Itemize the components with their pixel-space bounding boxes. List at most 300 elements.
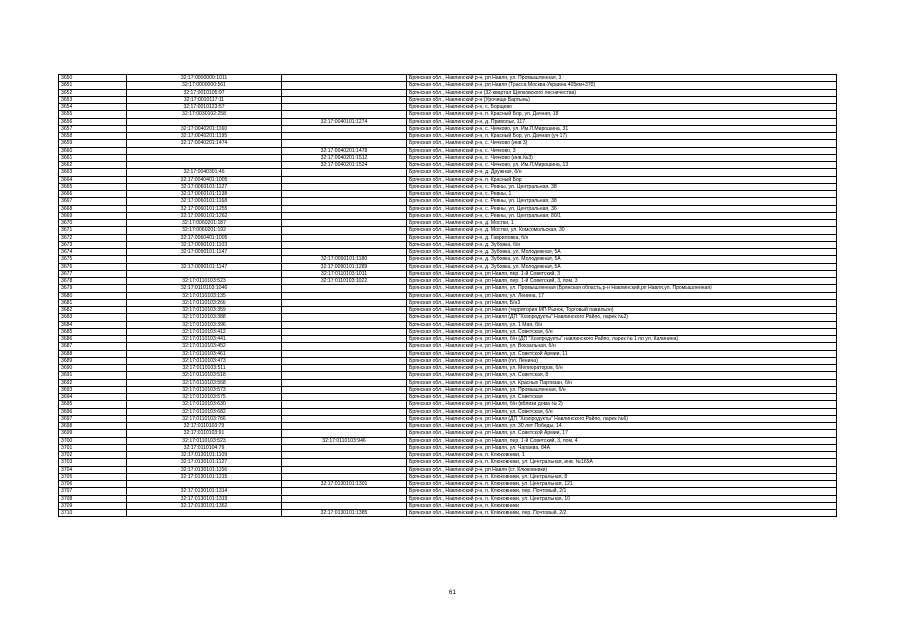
table-row [59, 336, 837, 343]
cadastral-number-cell: 32:17:0010105:97 [127, 89, 282, 96]
secondary-cadastral-number-cell [282, 89, 407, 96]
secondary-cadastral-number-cell [282, 111, 407, 118]
table-row [59, 125, 837, 132]
secondary-cadastral-number-cell [282, 191, 407, 198]
address-cell: Брянская обл., Навлинский р-н, рп Навля, ул. Красных Партизан, б/н [407, 379, 837, 386]
table-row [59, 212, 837, 219]
address-cell: Брянская обл., Навлинский р-н, п. Клюковники, ул. Центральная, 10 [407, 495, 837, 502]
row-number-cell: 3709 [59, 502, 127, 509]
row-number-cell: 3705 [59, 473, 127, 480]
secondary-cadastral-number-cell [282, 169, 407, 176]
table-row [59, 198, 837, 205]
cadastral-number-cell: 32:17:0000000:1011 [127, 75, 282, 82]
table-row [59, 394, 837, 401]
row-number-cell: 3692 [59, 379, 127, 386]
table-row [59, 205, 837, 212]
table-row [59, 314, 837, 321]
table-row [59, 365, 837, 372]
secondary-cadastral-number-cell [282, 372, 407, 379]
secondary-cadastral-number-cell [282, 96, 407, 103]
table-row [59, 263, 837, 270]
secondary-cadastral-number-cell [282, 285, 407, 292]
table-row [59, 299, 837, 306]
table-row [59, 452, 837, 459]
address-cell: Брянская обл., Навлинский р-н, рп Навля, б/н (ДП "Хозпродукты" навлинского Райпо, ларек № 1 по ул. Калинина) [407, 336, 837, 343]
cadastral-number-cell: 32:17:0130101:1127 [127, 459, 282, 466]
row-number-cell: 3686 [59, 336, 127, 343]
cadastral-number-cell: 32:17:0060101:1138 [127, 191, 282, 198]
cadastral-number-cell: 32:17:0130101:1314 [127, 488, 282, 495]
cadastral-number-cell [127, 481, 282, 488]
address-cell: Брянская обл., Навлинский р-н, рп Навля, пер. 1-й Советский, 3, пом. 3 [407, 278, 837, 285]
table-row [59, 183, 837, 190]
table-row [59, 473, 837, 480]
row-number-cell: 3667 [59, 198, 127, 205]
row-number-cell: 3699 [59, 430, 127, 437]
cadastral-number-cell: 32:17:0090101:1147 [127, 263, 282, 270]
cadastral-number-cell: 32:17:0110103:396 [127, 321, 282, 328]
cadastral-number-cell: 32:17:0110103:518 [127, 372, 282, 379]
secondary-cadastral-number-cell: 32:17:0110103:1011 [282, 270, 407, 277]
table-row [59, 278, 837, 285]
address-cell: Брянская обл., Навлинский р-н, рп Навля, ул. Промышленная, б/н [407, 386, 837, 393]
table-row [59, 220, 837, 227]
secondary-cadastral-number-cell [282, 183, 407, 190]
table-row [59, 176, 837, 183]
address-cell: Брянская обл., Навлинский р-н, рп Навля (ДП "Хозпродукты" Навлинского Райпо, ларек №2) [407, 314, 837, 321]
address-cell: Брянская обл., Навлинский р-н, рп Навля, ул. 30 лет Победы, 14 [407, 423, 837, 430]
address-cell: Брянская обл., Навлинский р-н (Урочище Бартынь) [407, 96, 837, 103]
address-cell: Брянская обл., Навлинский р-н, п. Клюковники, пер. Почтовый, 2/1 [407, 488, 837, 495]
cadastral-number-cell: 32:17:0110103:511 [127, 365, 282, 372]
address-cell: Брянская обл., Навлинский р-н, п. Клюковники [407, 502, 837, 509]
row-number-cell: 3704 [59, 466, 127, 473]
row-number-cell: 3696 [59, 408, 127, 415]
table-row [59, 423, 837, 430]
address-cell: Брянская обл., Навлинский р-н, с. Чичково (инв 3) [407, 140, 837, 147]
secondary-cadastral-number-cell [282, 234, 407, 241]
row-number-cell: 3697 [59, 415, 127, 422]
cadastral-number-cell: 32:17:0110103:630 [127, 401, 282, 408]
secondary-cadastral-number-cell [282, 459, 407, 466]
row-number-cell: 3702 [59, 452, 127, 459]
secondary-cadastral-number-cell [282, 394, 407, 401]
secondary-cadastral-number-cell: 32:17:0090101:1180 [282, 256, 407, 263]
row-number-cell: 3684 [59, 321, 127, 328]
address-cell: Брянская обл., Навлинский р-н, д. Мостки, 1 [407, 220, 837, 227]
address-cell: Брянская обл., Навлинский р-н, д. Зубовка, б/н [407, 241, 837, 248]
cadastral-number-cell: 32:17:0040201:1195 [127, 133, 282, 140]
cadastral-number-cell [127, 270, 282, 277]
row-number-cell: 3695 [59, 401, 127, 408]
table-row [59, 270, 837, 277]
table-row [59, 321, 837, 328]
address-cell: Брянская обл., Навлинский р-н, с. Ревны, 1 [407, 191, 837, 198]
address-cell: Брянская обл., Навлинский р-н, рп Навля, б/н (вблизи дома № 2) [407, 401, 837, 408]
secondary-cadastral-number-cell [282, 401, 407, 408]
address-cell: Брянская обл., Навлинский р-н, рп Навля, ул. Советская, 8 [407, 372, 837, 379]
address-cell: Брянская обл., Навлинский р-н, рп Навля, ул. Промышленная (Брянская область,р-н Навлинский,рп Навля,ул. Промышленная) [407, 285, 837, 292]
cadastral-number-cell: 32:17:0110103:79 [127, 423, 282, 430]
cadastral-number-cell: 32:17:0110104:79 [127, 444, 282, 451]
cadastral-number-cell: 32:17:0110103:766 [127, 415, 282, 422]
cadastral-number-cell: 32:17:0040201:1160 [127, 125, 282, 132]
table-row [59, 401, 837, 408]
cadastral-number-cell: 32:17:0090101:1103 [127, 241, 282, 248]
secondary-cadastral-number-cell [282, 241, 407, 248]
secondary-cadastral-number-cell: 32:17:0130101:1301 [282, 481, 407, 488]
table-row [59, 162, 837, 169]
address-cell: Брянская обл., Навлинский р-н, рп Навля (ДП "Хозпродукты" Навлинского Райпо, ларек №6) [407, 415, 837, 422]
row-number-cell: 3679 [59, 285, 127, 292]
address-cell: Брянская обл., Навлинский р-н, рп Навля, ул. Чапаева, 84А [407, 444, 837, 451]
row-number-cell: 3654 [59, 104, 127, 111]
address-cell: Брянская обл., Навлинский р-н, рп Навля, ул. Советская, б/н [407, 328, 837, 335]
table-row [59, 481, 837, 488]
table-row [59, 104, 837, 111]
secondary-cadastral-number-cell: 32:17:0040201:1524 [282, 162, 407, 169]
secondary-cadastral-number-cell: 32:17:0040201:1478 [282, 147, 407, 154]
row-number-cell: 3694 [59, 394, 127, 401]
cadastral-number-cell: 32:17:0040201:1474 [127, 140, 282, 147]
secondary-cadastral-number-cell: 32:17:0130101:1385 [282, 510, 407, 517]
row-number-cell: 3670 [59, 220, 127, 227]
address-cell: Брянская обл., Навлинский р-н, рп Навля (ст. Клюковники) [407, 466, 837, 473]
table-row [59, 147, 837, 154]
secondary-cadastral-number-cell [282, 176, 407, 183]
address-cell: Брянская обл., Навлинский р-н, рп Навля, пер. 1-й Советский, 3 [407, 270, 837, 277]
secondary-cadastral-number-cell [282, 430, 407, 437]
address-cell: Брянская обл., Навлинский р-н, д. Приволье, 117 [407, 118, 837, 125]
secondary-cadastral-number-cell [282, 365, 407, 372]
secondary-cadastral-number-cell [282, 307, 407, 314]
row-number-cell: 3674 [59, 249, 127, 256]
address-cell: Брянская обл., Навлинский р-н, рп Навля, пер. 1-й Советский, 3, пом. 4 [407, 437, 837, 444]
cadastral-number-cell: 32:17:0010117:11 [127, 96, 282, 103]
row-number-cell: 3706 [59, 481, 127, 488]
address-cell: Брянская обл., Навлинский р-н, с. Ревны, ул. Центральная, 36 [407, 205, 837, 212]
address-cell: Брянская обл., Навлинский р-н, с. Чичково, ул. Им.Л.Мирошина, 31 [407, 125, 837, 132]
cadastral-number-cell: 32:17:0130101:1109 [127, 452, 282, 459]
secondary-cadastral-number-cell [282, 104, 407, 111]
secondary-cadastral-number-cell [282, 488, 407, 495]
cadastral-number-cell: 32:17:0060101:1255 [127, 205, 282, 212]
secondary-cadastral-number-cell [282, 82, 407, 89]
address-cell: Брянская обл., Навлинский р-н, д. Зубовка, ул. Молодежная, 5А [407, 249, 837, 256]
row-number-cell: 3682 [59, 307, 127, 314]
address-cell: Брянская обл., Навлинский р-н, рп Навля, ул. Ленина, 17 [407, 292, 837, 299]
address-cell: Брянская обл., Навлинский р-н, рп Навля, ул. Промышленная, 3 [407, 75, 837, 82]
row-number-cell: 3665 [59, 183, 127, 190]
address-cell: Брянская обл., Навлинский р-н, п. Красный Бор, ул. Дачная, 18 [407, 111, 837, 118]
cadastral-number-cell: 32:17:0110103:412 [127, 328, 282, 335]
row-number-cell: 3685 [59, 328, 127, 335]
row-number-cell: 3650 [59, 75, 127, 82]
row-number-cell: 3657 [59, 125, 127, 132]
address-cell: Брянская обл., Навлинский р-н, п. Клюковники, ул. Центральная, 121 [407, 481, 837, 488]
row-number-cell: 3658 [59, 133, 127, 140]
cadastral-number-cell: 32:17:0110103:523 [127, 437, 282, 444]
secondary-cadastral-number-cell: 32:17:0040201:1512 [282, 154, 407, 161]
row-number-cell: 3683 [59, 314, 127, 321]
row-number-cell: 3653 [59, 96, 127, 103]
table-row [59, 350, 837, 357]
secondary-cadastral-number-cell [282, 133, 407, 140]
row-number-cell: 3661 [59, 154, 127, 161]
cadastral-number-cell: 32:17:0110103:91 [127, 430, 282, 437]
table-row [59, 437, 837, 444]
table-row [59, 372, 837, 379]
row-number-cell: 3676 [59, 263, 127, 270]
cadastral-number-cell [127, 162, 282, 169]
cadastral-number-cell: 32:17:0000000:561 [127, 82, 282, 89]
registry-table [58, 74, 837, 517]
secondary-cadastral-number-cell [282, 220, 407, 227]
address-cell: Брянская обл., Навлинский р-н, д. Зубовка, ул. Молодежная, 5А [407, 256, 837, 263]
secondary-cadastral-number-cell [282, 386, 407, 393]
cadastral-number-cell [127, 256, 282, 263]
address-cell: Брянская обл., Навлинский р-н, рп Навля (пл. Ленина) [407, 357, 837, 364]
row-number-cell: 3688 [59, 350, 127, 357]
secondary-cadastral-number-cell [282, 452, 407, 459]
secondary-cadastral-number-cell [282, 249, 407, 256]
secondary-cadastral-number-cell [282, 357, 407, 364]
address-cell: Брянская обл., Навлинский р-н, с. Ревны, ул. Центральная, 80/1 [407, 212, 837, 219]
table-row [59, 444, 837, 451]
table-row [59, 169, 837, 176]
row-number-cell: 3710 [59, 510, 127, 517]
page-number: 61 [448, 589, 457, 596]
cadastral-number-cell: 32:17:0130101:1319 [127, 495, 282, 502]
cadastral-number-cell: 32:17:0040301:46 [127, 169, 282, 176]
address-cell: Брянская обл., Навлинский р-н, д. Дружная, б/н [407, 169, 837, 176]
address-cell: Брянская обл., Навлинский р-н, рп Навля, ул. Советская [407, 394, 837, 401]
table-row [59, 328, 837, 335]
table-row [59, 430, 837, 437]
address-cell: Брянская обл., Навлинский р-н, п. Красный Бор, ул. Дачная (уч 17) [407, 133, 837, 140]
row-number-cell: 3652 [59, 89, 127, 96]
secondary-cadastral-number-cell [282, 314, 407, 321]
address-cell: Брянская обл., Навлинский р-н, д. Гавриловка, б/н [407, 234, 837, 241]
secondary-cadastral-number-cell [282, 321, 407, 328]
row-number-cell: 3672 [59, 234, 127, 241]
row-number-cell: 3659 [59, 140, 127, 147]
cadastral-number-cell: 32:17:0130101:1156 [127, 466, 282, 473]
address-cell: Брянская обл., Навлинский р-н, рп Навля, ул. Советской Армии, 17 [407, 430, 837, 437]
cadastral-number-cell: 32:17:0110103:1046 [127, 285, 282, 292]
address-cell: Брянская обл., Навлинский р-н, п. Красный Бор [407, 176, 837, 183]
row-number-cell: 3655 [59, 111, 127, 118]
cadastral-number-cell: 32:17:0060101:1262 [127, 212, 282, 219]
row-number-cell: 3691 [59, 372, 127, 379]
row-number-cell: 3681 [59, 299, 127, 306]
row-number-cell: 3669 [59, 212, 127, 219]
row-number-cell: 3656 [59, 118, 127, 125]
secondary-cadastral-number-cell [282, 495, 407, 502]
address-cell: Брянская обл., Навлинский р-н, д. Мостки, ул. Комсомольская, 30 [407, 227, 837, 234]
address-cell: Брянская обл., Навлинский р-н, с. Ревны, ул. Центральная, 38 [407, 198, 837, 205]
table-row [59, 379, 837, 386]
table-row [59, 415, 837, 422]
cadastral-number-cell: 32:17:0110103:359 [127, 307, 282, 314]
row-number-cell: 3707 [59, 488, 127, 495]
cadastral-number-cell [127, 147, 282, 154]
row-number-cell: 3701 [59, 444, 127, 451]
row-number-cell: 3664 [59, 176, 127, 183]
cadastral-number-cell: 32:17:0110103:452 [127, 343, 282, 350]
table-row [59, 227, 837, 234]
table-row [59, 96, 837, 103]
row-number-cell: 3668 [59, 205, 127, 212]
secondary-cadastral-number-cell [282, 379, 407, 386]
cadastral-number-cell: 32:17:0110103:266 [127, 299, 282, 306]
table-row [59, 495, 837, 502]
row-number-cell: 3678 [59, 278, 127, 285]
row-number-cell: 3677 [59, 270, 127, 277]
cadastral-number-cell: 32:17:0110103:575 [127, 394, 282, 401]
cadastral-number-cell: 32:17:0130101:1362 [127, 502, 282, 509]
address-cell: Брянская обл., Навлинский р-н, с. Ревны, ул. Центральная, 38 [407, 183, 837, 190]
cadastral-number-cell: 32:17:0060101:1168 [127, 198, 282, 205]
secondary-cadastral-number-cell [282, 227, 407, 234]
address-cell: Брянская обл., Навлинский р-н (32-квартал Щепковского лесничества) [407, 89, 837, 96]
secondary-cadastral-number-cell [282, 350, 407, 357]
secondary-cadastral-number-cell [282, 140, 407, 147]
row-number-cell: 3680 [59, 292, 127, 299]
address-cell: Брянская обл., Навлинский р-н, д. Зубовка, ул. Молодежная, 5А [407, 263, 837, 270]
table-row [59, 191, 837, 198]
cadastral-number-cell: 32:17:0110103:682 [127, 408, 282, 415]
cadastral-number-cell: 32:17:0110103:461 [127, 350, 282, 357]
table-row [59, 285, 837, 292]
table-row [59, 459, 837, 466]
secondary-cadastral-number-cell [282, 336, 407, 343]
address-cell: Брянская обл., Навлинский р-н, п. Клюковники, пер. Почтовый, 2/2 [407, 510, 837, 517]
address-cell: Брянская обл., Навлинский р-н, с. Чичково, 3 [407, 147, 837, 154]
registry-table-body [59, 75, 837, 517]
table-row [59, 343, 837, 350]
address-cell: Брянская обл., Навлинский р-н, рп Навля, Б/н3 [407, 299, 837, 306]
cadastral-number-cell: 32:17:0060101:1127 [127, 183, 282, 190]
row-number-cell: 3673 [59, 241, 127, 248]
address-cell: Брянская обл., Навлинский р-н, п. Клюковники, 1 [407, 452, 837, 459]
table-row [59, 466, 837, 473]
secondary-cadastral-number-cell [282, 466, 407, 473]
secondary-cadastral-number-cell [282, 125, 407, 132]
secondary-cadastral-number-cell: 32:17:0110103:946 [282, 437, 407, 444]
address-cell: Брянская обл., Навлинский р-н, с. Чичково (инв.№3) [407, 154, 837, 161]
row-number-cell: 3687 [59, 343, 127, 350]
row-number-cell: 3703 [59, 459, 127, 466]
cadastral-number-cell: 32:17:0060201:192 [127, 227, 282, 234]
secondary-cadastral-number-cell [282, 328, 407, 335]
table-row [59, 234, 837, 241]
table-row [59, 502, 837, 509]
address-cell: Брянская обл., Навлинский р-н, рп Навля (территория МП Рынок, Торговый павильон) [407, 307, 837, 314]
address-cell: Брянская обл., Навлинский р-н, рп Навля (Трасса Москва-Украина 405км+370) [407, 82, 837, 89]
address-cell: Брянская обл., Навлинский р-н, рп Навля, ул. 1 Мая, б/н [407, 321, 837, 328]
address-cell: Брянская обл., Навлинский р-н, рп Навля, ул. Вокзальная, б/н [407, 343, 837, 350]
secondary-cadastral-number-cell [282, 198, 407, 205]
table-row [59, 111, 837, 118]
secondary-cadastral-number-cell [282, 502, 407, 509]
cadastral-number-cell [127, 118, 282, 125]
secondary-cadastral-number-cell: 32:17:0090101:1289 [282, 263, 407, 270]
secondary-cadastral-number-cell [282, 299, 407, 306]
table-row [59, 249, 837, 256]
table-row [59, 292, 837, 299]
cadastral-number-cell: 32:17:0040401:1005 [127, 176, 282, 183]
cadastral-number-cell: 32:17:0010123:57 [127, 104, 282, 111]
cadastral-number-cell: 32:17:0090101:1147 [127, 249, 282, 256]
row-number-cell: 3662 [59, 162, 127, 169]
secondary-cadastral-number-cell: 32:17:0110103:1022 [282, 278, 407, 285]
address-cell: Брянская обл., Навлинский р-н, п. Клюковники, ул. Центральная, 8 [407, 473, 837, 480]
cadastral-number-cell: 32:17:0110103:441 [127, 336, 282, 343]
table-row [59, 118, 837, 125]
table-row [59, 154, 837, 161]
row-number-cell: 3660 [59, 147, 127, 154]
table-row [59, 140, 837, 147]
table-row [59, 307, 837, 314]
table-row [59, 82, 837, 89]
row-number-cell: 3690 [59, 365, 127, 372]
cadastral-number-cell: 32:17:0030102:258 [127, 111, 282, 118]
cadastral-number-cell: 32:17:0130101:1215 [127, 473, 282, 480]
table-row [59, 488, 837, 495]
row-number-cell: 3663 [59, 169, 127, 176]
row-number-cell: 3700 [59, 437, 127, 444]
cadastral-number-cell: 32:17:0060201:187 [127, 220, 282, 227]
table-row [59, 241, 837, 248]
secondary-cadastral-number-cell [282, 343, 407, 350]
table-row [59, 510, 837, 517]
row-number-cell: 3698 [59, 423, 127, 430]
table-row [59, 89, 837, 96]
cadastral-number-cell [127, 154, 282, 161]
cadastral-number-cell: 32:17:0110103:568 [127, 379, 282, 386]
address-cell: Брянская обл., Навлинский р-н, рп Навля, ул. Советской Армии, 11 [407, 350, 837, 357]
address-cell: Брянская обл., Навлинский р-н, с. Борщево [407, 104, 837, 111]
table-row [59, 357, 837, 364]
secondary-cadastral-number-cell [282, 415, 407, 422]
cadastral-number-cell: 32:17:0060401:1005 [127, 234, 282, 241]
row-number-cell: 3693 [59, 386, 127, 393]
address-cell: Брянская обл., Навлинский р-н, с. Чичково, ул. Им.Л.Мирошина, 13 [407, 162, 837, 169]
cadastral-number-cell: 32:17:0110103:388 [127, 314, 282, 321]
table-row [59, 256, 837, 263]
secondary-cadastral-number-cell: 32:17:0040101:1274 [282, 118, 407, 125]
row-number-cell: 3708 [59, 495, 127, 502]
cadastral-number-cell [127, 510, 282, 517]
secondary-cadastral-number-cell [282, 423, 407, 430]
secondary-cadastral-number-cell [282, 444, 407, 451]
row-number-cell: 3675 [59, 256, 127, 263]
row-number-cell: 3689 [59, 357, 127, 364]
address-cell: Брянская обл., Навлинский р-н, рп Навля, ул. Советская, б/н [407, 408, 837, 415]
row-number-cell: 3666 [59, 191, 127, 198]
cadastral-number-cell: 32:17:0110103:523 [127, 278, 282, 285]
secondary-cadastral-number-cell [282, 212, 407, 219]
table-row [59, 386, 837, 393]
address-cell: Брянская обл., Навлинский р-н, рп Навля, ул. Мелиораторов, б/н [407, 365, 837, 372]
cadastral-number-cell: 32:17:0110103:473 [127, 357, 282, 364]
address-cell: Брянская обл., Навлинский р-н, п. Клюковники, ул. Центральная, инв. №169А [407, 459, 837, 466]
secondary-cadastral-number-cell [282, 473, 407, 480]
secondary-cadastral-number-cell [282, 75, 407, 82]
table-row [59, 408, 837, 415]
table-row [59, 75, 837, 82]
